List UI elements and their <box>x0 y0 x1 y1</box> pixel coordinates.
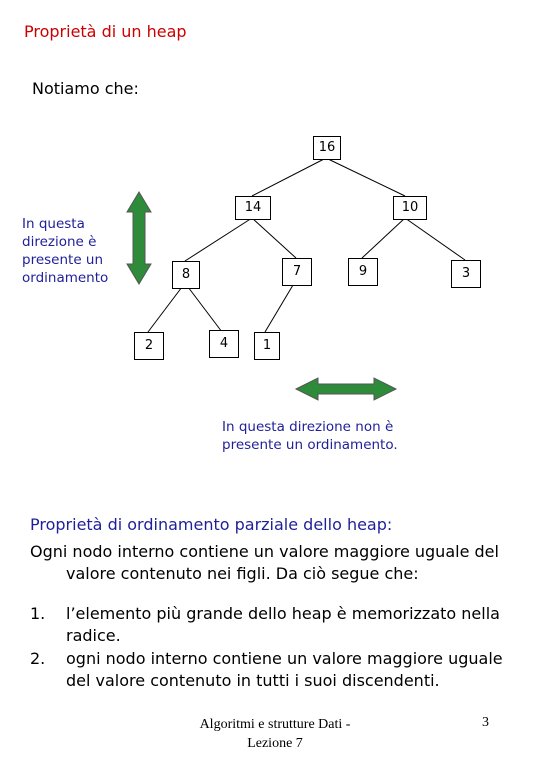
property-description <box>30 541 515 585</box>
horizontal-double-arrow <box>296 378 396 400</box>
edge-7-1 <box>265 280 296 332</box>
tree-node-2: 2 <box>134 332 164 360</box>
edge-10-9 <box>362 218 405 258</box>
page-number: 3 <box>482 715 489 730</box>
intro-text: Notiamo che: <box>32 79 139 98</box>
tree-node-8: 8 <box>172 261 200 289</box>
tree-node-3: 3 <box>451 260 481 288</box>
edge-10-3 <box>405 218 465 260</box>
edge-14-8 <box>185 218 252 261</box>
property-heading: Proprietà di ordinamento parziale dello heap: <box>30 515 393 534</box>
tree-node-10: 10 <box>393 196 427 220</box>
horizontal-order-label: In questa direzione non è presente un ordinamento. <box>222 419 398 453</box>
tree-node-7: 7 <box>282 258 312 286</box>
list-item-text: l’elemento più grande dello heap è memorizzato nella radice. <box>66 604 500 645</box>
edge-8-4 <box>185 283 222 332</box>
slide-title: Proprietà di un heap <box>24 22 187 41</box>
edge-16-10 <box>326 158 405 196</box>
footer-course: Algoritmi e strutture Dati - Lezione 7 <box>199 717 351 751</box>
edge-16-14 <box>252 158 326 196</box>
tree-node-9: 9 <box>348 258 378 286</box>
vertical-order-label: In questa direzione è presente un ordinamento <box>22 216 109 286</box>
list-item-number: 1. <box>30 604 46 623</box>
property-line-2: valore contenuto nei figli. Da ciò segue che: <box>66 564 419 583</box>
tree-node-4: 4 <box>209 330 239 358</box>
list-item-text: ogni nodo interno contiene un valore maggiore uguale del valore contenuto in tutti i suoi discendenti. <box>66 649 503 690</box>
tree-node-1: 1 <box>254 332 280 360</box>
list-item-number: 2. <box>30 649 46 668</box>
tree-node-14: 14 <box>235 196 271 220</box>
property-line-1: Ogni nodo interno contiene un valore maggiore uguale del <box>30 542 499 561</box>
tree-node-16: 16 <box>313 136 341 160</box>
edge-14-7 <box>252 218 296 258</box>
edge-8-2 <box>148 283 185 332</box>
